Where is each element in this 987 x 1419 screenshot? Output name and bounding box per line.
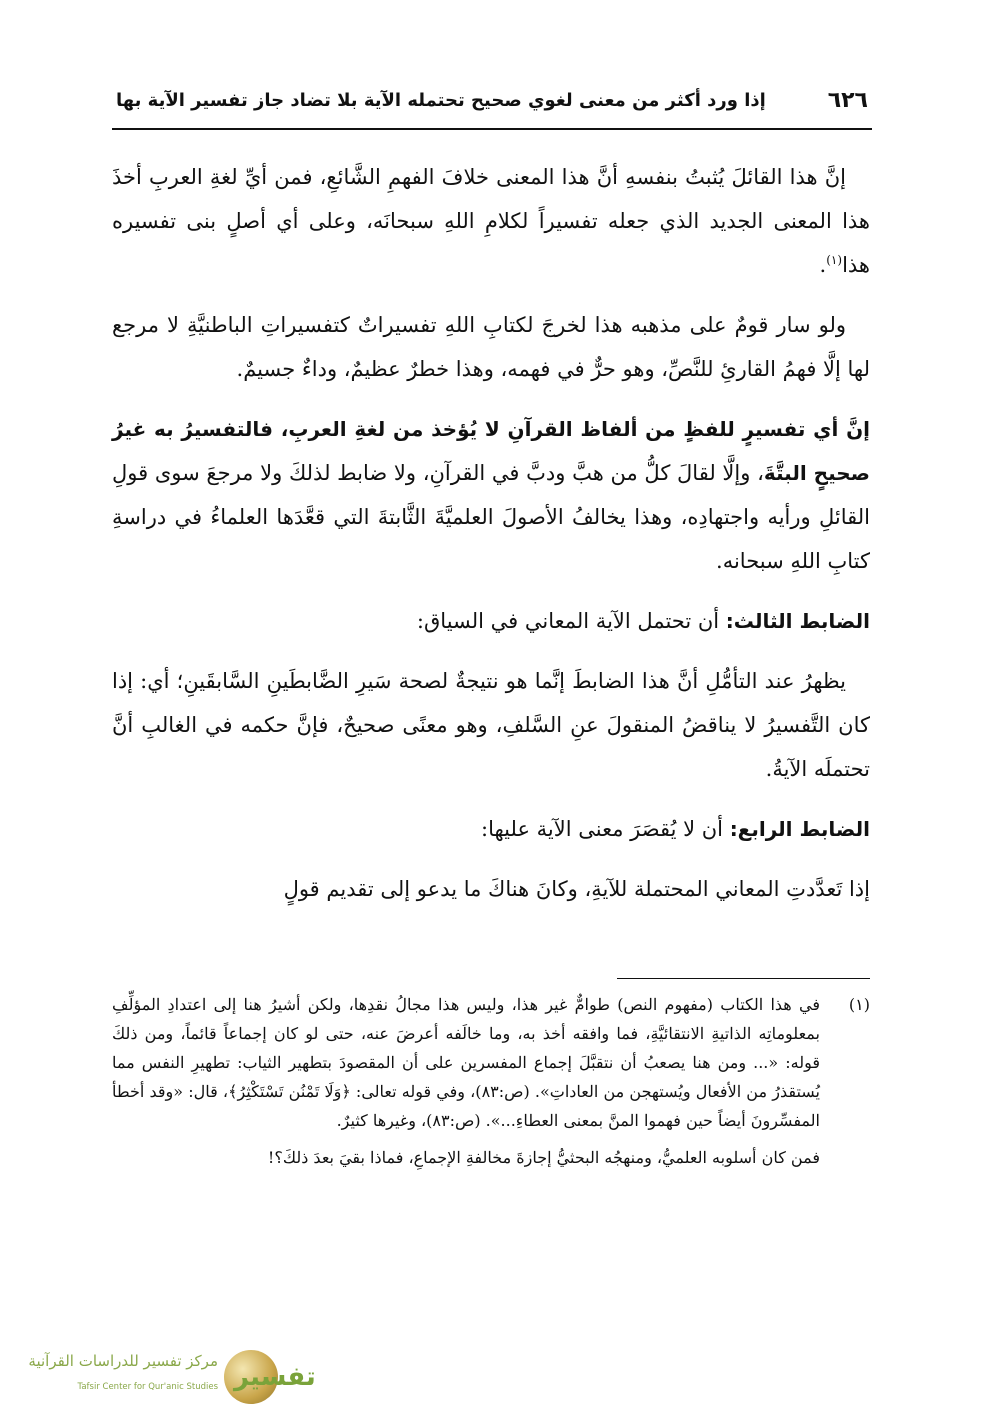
header-title: إذا ورد أكثر من معنى لغوي صحيح تحتمله الآية بلا تضاد جاز تفسير الآية بها xyxy=(116,90,766,111)
paragraph-3-bold: إنَّ أي تفسيرٍ للفظٍ من ألفاظ القرآنِ لا يُؤخذ من لغةِ العربِ، فالتفسيرُ به غيرُ صحيحٍ البتَّةَ xyxy=(112,417,870,485)
section-heading-4 xyxy=(112,807,870,851)
paragraph-5: يظهرُ عند التأمُّلِ أنَّ هذا الضابطَ إنَّما هو نتيجةٌ لصحة سَيرِ الضَّابطَينِ السَّابقَينِ؛ أي: إذا كان التَّفسيرُ لا يناقضُ المنقولَ عنِ السَّلفِ، وهو معنًى صحيحٌ، فإنَّ حكمه في الغالبِ أنَّ تحتملَه الآيةُ. xyxy=(112,669,870,781)
running-header xyxy=(112,84,872,130)
rule-4-label: الضابط الرابع: xyxy=(729,817,870,841)
footnote-1 xyxy=(112,990,870,1135)
main-text xyxy=(112,155,870,927)
publisher-logo xyxy=(8,1348,318,1408)
page-number: ٦٢٦ xyxy=(827,88,868,113)
paragraph-3-text: ، وإلَّا لقالَ كلُّ من هبَّ ودبَّ في القرآنِ، ولا ضابط لذلكَ ولا مرجعَ سوى قولِ القائلِ ورأيه واجتهادِه، وهذا يخالفُ الأصولَ العلميَّةَ الثَّابتةَ التي قعَّدَها العلماءُ في دراسةِ كتابِ اللهِ سبحانه. xyxy=(112,461,870,573)
paragraph-3 xyxy=(112,407,870,583)
paragraph-1-text: إنَّ هذا القائلَ يُثبتُ بنفسهِ أنَّ هذا المعنى خلافَ الفهمِ الشَّائعِ، فمن أيِّ لغةِ العربِ أخذَ هذا المعنى الجديد الذي جعله تفسيراً لكلامِ اللهِ سبحانَه، وعلى أي أصلٍ بنى تفسيره هذا xyxy=(112,165,870,277)
section-heading-3 xyxy=(112,599,870,643)
logo-word: تفسير xyxy=(234,1362,316,1392)
rule-3-label: الضابط الثالث: xyxy=(725,609,870,633)
footnote-1-continuation: فمن كان أسلوبه العلميُّ، ومنهجُه البحثيُّ إجازةَ مخالفةِ الإجماعِ، فماذا بقيَ بعدَ ذلكَ؟! xyxy=(267,1148,820,1167)
logo-arabic-name: مركز تفسير للدراسات القرآنية xyxy=(28,1352,218,1370)
logo-english-name: Tafsir Center for Qur'anic Studies xyxy=(77,1382,218,1392)
footnote-ref-1[interactable]: (١) xyxy=(826,253,843,267)
footnotes xyxy=(112,990,870,1172)
footnote-1-number: (١) xyxy=(848,995,870,1014)
paragraph-1-end: . xyxy=(819,253,827,277)
rule-4-text: أن لا يُقصَرَ معنى الآية عليها: xyxy=(481,817,730,841)
paragraph-1 xyxy=(112,155,870,287)
paragraph-2: ولو سار قومٌ على مذهبه هذا لخرجَ لكتابِ اللهِ تفسيراتٌ كتفسيراتِ الباطنيَّةِ لا مرجع لها إلَّا فهمُ القارئِ للنَّصِّ، وهو حرٌّ في فهمه، وهذا خطرٌ عظيمٌ، وداءٌ جسيمٌ. xyxy=(112,313,870,381)
paragraph-7: إذا تَعدَّدتِ المعاني المحتملة للآيةِ، وكانَ هناكَ ما يدعو إلى تقديم قولٍ xyxy=(283,877,870,901)
footnote-separator xyxy=(617,978,870,979)
rule-3-text: أن تحتمل الآية المعاني في السياق: xyxy=(416,609,726,633)
footnote-1-text: في هذا الكتاب (مفهوم النص) طوامٌّ غير هذا، وليس هذا مجالُ نقدِها، ولكن أشيرُ هنا إلى اعتدادِ المؤلِّفِ بمعلوماتِه الذاتيةِ الانتقائيَّةِ، فما وافقه أخذ به، وما خالَفه أعرضَ عنه، حتى لو كان إجماعاً قائماً، ومن ذلكَ قوله: «... ومن هنا يصعبُ أن نتقبَّلَ إجماع المفسرين على أن المقصودَ بتطهير الثياب: تطهيرِ النفس مما يُستقذرُ من الأفعال ويُستهجن من العاداتِ». (ص:٨٣)، وفي قوله تعالى: ﴿وَلَا تَمْنُن تَسْتَكْثِرُ﴾، قال: «وقد أخطأ المفسِّرونَ أيضاً حين فهموا المنَّ بمعنى العطاءِ...». (ص:٨٣)، وغيرها كثيرٌ. xyxy=(112,995,821,1130)
